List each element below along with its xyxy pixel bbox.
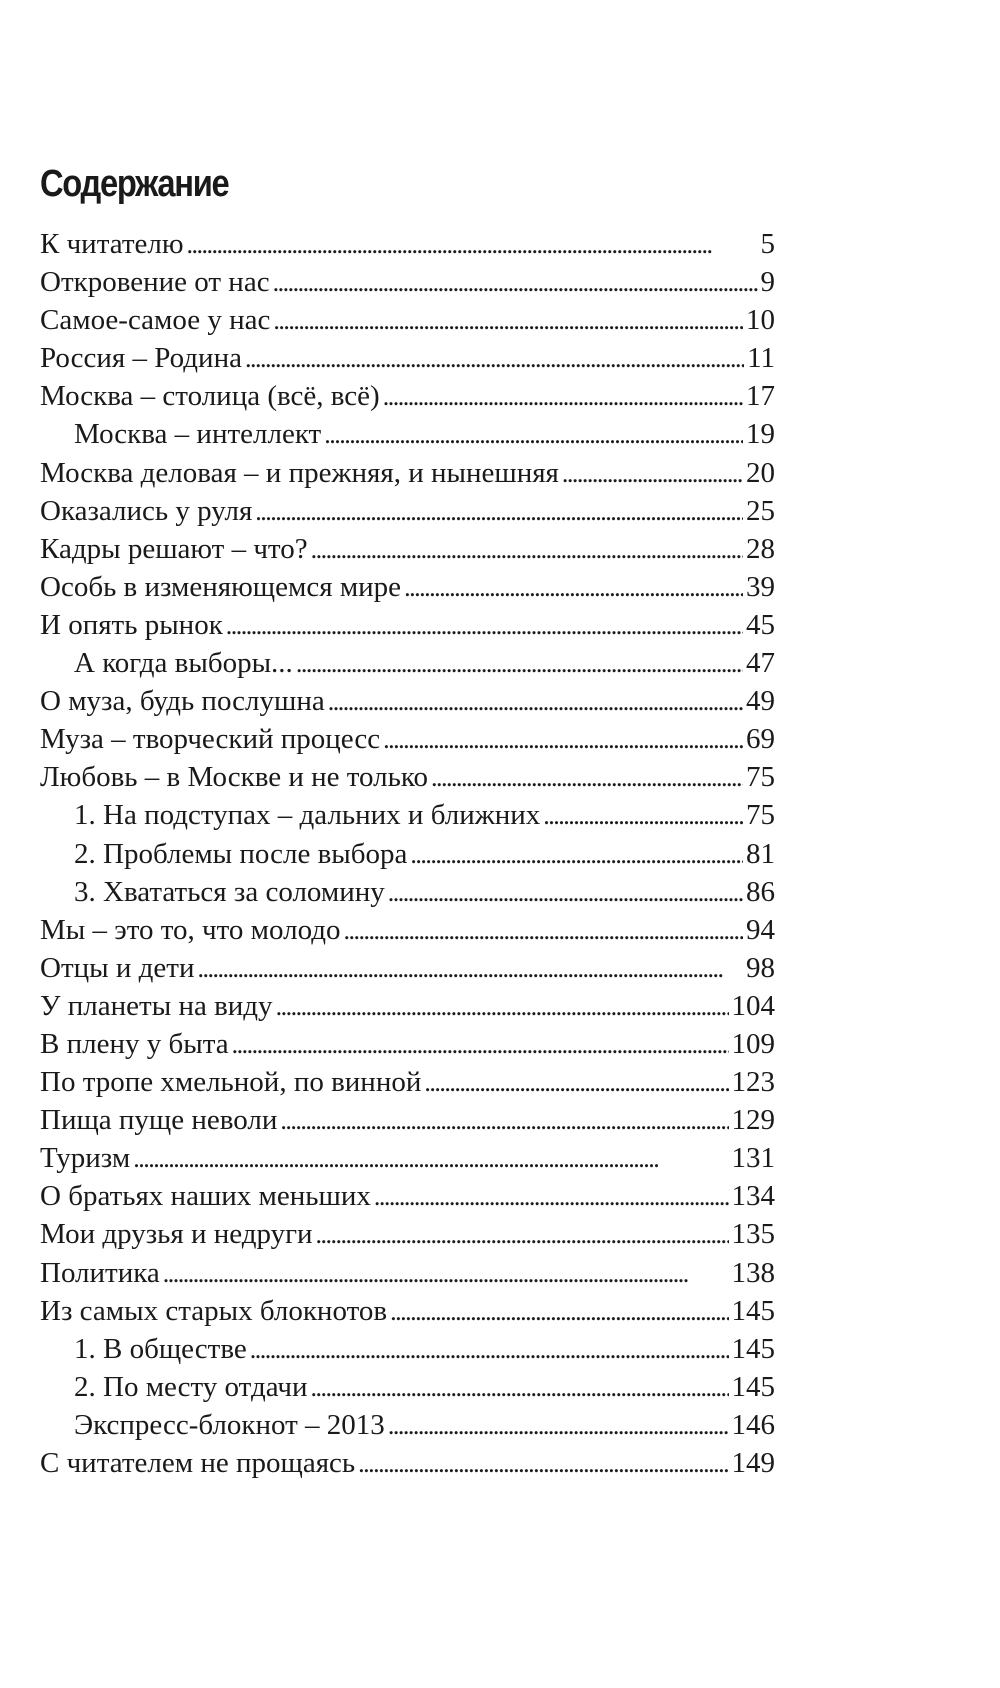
toc-entry-page: 81: [746, 837, 775, 870]
toc-entry-page: 123: [731, 1066, 775, 1099]
toc-entry-title: Туризм: [40, 1142, 131, 1175]
toc-entry-page: 138: [731, 1256, 775, 1289]
toc-subentry: [40, 644, 775, 682]
toc-entry-page: 75: [746, 799, 775, 832]
dot-leader: [245, 340, 744, 377]
dot-leader: [328, 683, 743, 720]
dot-leader: [344, 912, 743, 949]
toc-entry-page: 69: [746, 723, 775, 756]
toc-entry-page: 47: [746, 647, 775, 680]
dot-leader: [404, 569, 743, 606]
toc-entry: [40, 339, 775, 377]
toc-entry: [40, 1254, 775, 1292]
toc-entry: [40, 1177, 775, 1215]
toc-entry-title: Оказались у руля: [40, 494, 253, 527]
toc-entry: [40, 911, 775, 949]
dot-leader: [280, 1102, 728, 1139]
toc-entry-page: 19: [746, 418, 775, 451]
toc-entry-page: 145: [731, 1294, 775, 1327]
toc-entry: [40, 568, 775, 606]
toc-entry-title: Кадры решают – что?: [40, 532, 308, 565]
toc-subentry: [40, 1406, 775, 1444]
toc-entry-page: 11: [747, 342, 775, 375]
dot-leader: [163, 1255, 729, 1292]
toc-entry: [40, 606, 775, 644]
toc-subentry: [40, 415, 775, 453]
toc-entry: [40, 1025, 775, 1063]
toc-entry-title: К читателю: [40, 228, 184, 260]
toc-entry-title: Москва деловая – и прежняя, и нынешняя: [40, 456, 559, 489]
dot-leader: [374, 1178, 729, 1215]
toc-entry-title: Из самых старых блокнотов: [40, 1294, 388, 1327]
dot-leader: [311, 1369, 729, 1406]
dot-leader: [383, 721, 743, 758]
toc-entry-page: 28: [746, 532, 775, 565]
dot-leader: [187, 226, 758, 263]
toc-entry: [40, 1444, 775, 1482]
toc-entry-title: Мы – это то, что молодо: [40, 913, 341, 946]
toc-entry-page: 109: [731, 1027, 775, 1060]
toc-entry-page: 149: [731, 1447, 775, 1479]
dot-leader: [562, 455, 743, 492]
toc-entry-title: 2. По месту отдачи: [74, 1370, 308, 1403]
toc-entry-title: У планеты на виду: [40, 989, 273, 1022]
toc-entry-title: В плену у быта: [40, 1027, 229, 1060]
toc-entry-title: 3. Хвататься за соломину: [74, 875, 385, 908]
toc-entry-page: 129: [731, 1104, 775, 1137]
toc-entry-page: 45: [746, 608, 775, 641]
toc-entry-page: 49: [746, 685, 775, 718]
toc-entry-title: А когда выборы...: [74, 647, 293, 680]
dot-leader: [250, 1331, 729, 1368]
dot-leader: [383, 378, 743, 415]
toc-entry-title: Откровение от нас: [40, 266, 270, 299]
toc-entry: [40, 1139, 775, 1177]
toc-entry: [40, 492, 775, 530]
toc-entry-page: 20: [746, 456, 775, 489]
toc-title: Содержание: [40, 163, 229, 205]
toc-subentry: [40, 1330, 775, 1368]
dot-leader: [388, 874, 743, 911]
toc-entry-title: 2. Проблемы после выбора: [74, 837, 408, 870]
toc-subentry: [40, 835, 775, 873]
toc-entry-title: О муза, будь послушна: [40, 685, 325, 718]
toc-entry-page: 94: [746, 913, 775, 946]
toc-entry-title: Муза – творческий процесс: [40, 723, 381, 756]
toc-entry-page: 134: [731, 1180, 775, 1213]
dot-leader: [410, 836, 743, 873]
toc-entry-title: Россия – Родина: [40, 342, 242, 375]
dot-leader: [276, 988, 729, 1025]
toc-entry: [40, 682, 775, 720]
toc-entry-page: 5: [760, 228, 775, 260]
dot-leader: [311, 531, 743, 568]
toc-entry-title: 1. На подступах – дальних и ближних: [74, 799, 541, 832]
toc-entry-title: С читателем не прощаясь: [40, 1447, 356, 1479]
dot-leader: [273, 302, 743, 339]
toc-entry-page: 135: [731, 1218, 775, 1251]
toc-entry-title: Особь в изменяющемся мире: [40, 570, 402, 603]
dot-leader: [358, 1445, 728, 1482]
toc-entry: [40, 377, 775, 415]
dot-leader: [255, 493, 743, 530]
dot-leader: [226, 607, 743, 644]
dot-leader: [133, 1140, 728, 1177]
toc-entry-title: О братьях наших меньших: [40, 1180, 371, 1213]
dot-leader: [388, 1407, 729, 1444]
toc-entry: [40, 1101, 775, 1139]
toc-list: [40, 225, 775, 1482]
dot-leader: [324, 416, 743, 453]
toc-entry: [40, 720, 775, 758]
toc-entry-page: 145: [731, 1332, 775, 1365]
dot-leader: [197, 950, 743, 987]
toc-entry-page: 10: [746, 304, 775, 337]
toc-subentry: [40, 1368, 775, 1406]
toc-entry-page: 25: [746, 494, 775, 527]
toc-entry: [40, 1292, 775, 1330]
toc-entry-title: Политика: [40, 1256, 160, 1289]
toc-entry: [40, 263, 775, 301]
toc-entry-title: Пища пуще неволи: [40, 1104, 278, 1137]
toc-entry-page: 17: [746, 380, 775, 413]
dot-leader: [390, 1293, 728, 1330]
toc-entry-page: 86: [746, 875, 775, 908]
dot-leader: [424, 1064, 728, 1101]
toc-entry: [40, 987, 775, 1025]
toc-entry-title: И опять рынок: [40, 608, 223, 641]
toc-entry-title: Любовь – в Москве и не только: [40, 761, 428, 794]
toc-entry-title: Самое-самое у нас: [40, 304, 271, 337]
dot-leader: [296, 645, 743, 682]
toc-entry-page: 75: [746, 761, 775, 794]
toc-entry: [40, 301, 775, 339]
toc-entry-title: 1. В обществе: [74, 1332, 247, 1365]
toc-entry: [40, 1063, 775, 1101]
toc-entry-title: Москва – интеллект: [74, 418, 322, 451]
toc-subentry: [40, 796, 775, 834]
toc-entry: [40, 454, 775, 492]
toc-entry-page: 131: [731, 1142, 775, 1175]
toc-entry: [40, 530, 775, 568]
toc-entry-title: Экспресс-блокнот – 2013: [74, 1408, 385, 1441]
toc-entry: [40, 225, 775, 263]
dot-leader: [316, 1216, 729, 1253]
toc-entry-page: 39: [746, 570, 775, 603]
toc-entry-page: 9: [760, 266, 775, 299]
dot-leader: [232, 1026, 729, 1063]
toc-entry: [40, 1215, 775, 1253]
toc-entry-title: Мои друзья и недруги: [40, 1218, 313, 1251]
toc-entry-title: Москва – столица (всё, всё): [40, 380, 380, 413]
toc-entry-page: 98: [746, 951, 775, 984]
toc-subentry: [40, 873, 775, 911]
toc-entry-title: По тропе хмельной, по винной: [40, 1066, 422, 1099]
toc-entry-title: Отцы и дети: [40, 951, 195, 984]
dot-leader: [543, 797, 743, 834]
toc-entry: [40, 758, 775, 796]
dot-leader: [431, 759, 743, 796]
toc-entry: [40, 949, 775, 987]
toc-entry-page: 104: [731, 989, 775, 1022]
toc-entry-page: 145: [731, 1370, 775, 1403]
toc-entry-page: 146: [731, 1408, 775, 1441]
dot-leader: [273, 264, 758, 301]
